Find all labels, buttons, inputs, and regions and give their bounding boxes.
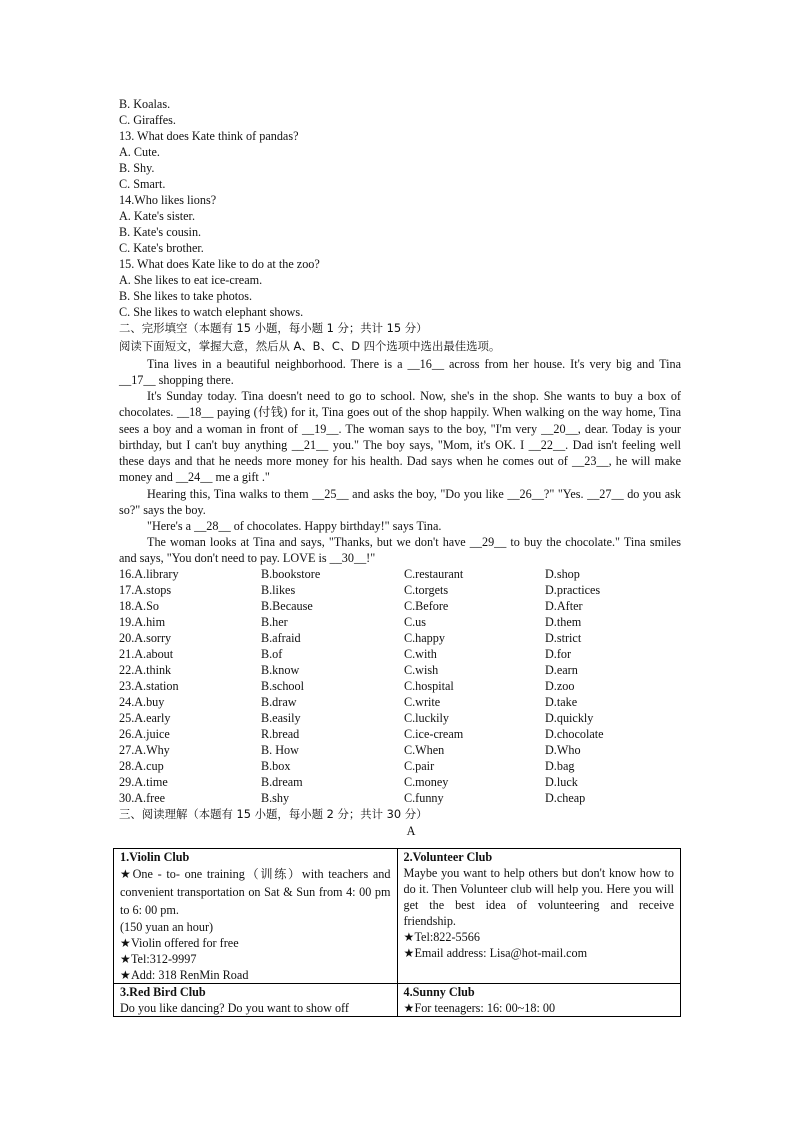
violin-club-title: 1.Violin Club [120,850,190,864]
q12-option-b: B. Koalas. [119,97,171,111]
option-18b: B.Because [261,598,313,613]
volunteer-club-title: 2.Volunteer Club [403,850,493,864]
option-22c: C.wish [404,662,439,677]
club-detail-text: Violin offered for free [130,936,239,950]
option-23a: 23.A.station [119,678,179,693]
option-21a: 21.A.about [119,646,174,661]
club-detail [404,945,675,961]
q13-option-c: C. Smart. [119,177,166,191]
option-26a: 26.A.juice [119,726,170,741]
option-26c: C.ice-cream [404,726,464,741]
option-30d: D.cheap [545,790,586,805]
option-20c: C.happy [404,630,445,645]
option-28c: C.pair [404,758,435,773]
q15-option-c: C. She likes to watch elephant shows. [119,305,304,319]
option-21d: D.for [545,646,572,661]
option-23d: D.zoo [545,678,575,693]
red-bird-club-title: 3.Red Bird Club [120,985,206,999]
exam-page [119,96,681,839]
cloze-passage [119,356,681,566]
star-icon [404,1001,415,1015]
q14-stem: 14.Who likes lions? [119,193,217,207]
club-detail-text: Tel:312-9997 [130,952,197,966]
option-30b: B.shy [261,790,290,805]
passage-letter: A [406,823,416,838]
section2-instruction: 阅读下面短文，掌握大意，然后从 A、B、C、D 四个选项中选出最佳选项。 [119,339,501,353]
q15-option-b: B. She likes to take photos. [119,289,253,303]
option-24a: 24.A.buy [119,694,165,709]
option-20b: B.afraid [261,630,301,645]
club-detail: Maybe you want to help others but don't know how to do it. Then Volunteer club will help you. Here you will get the best idea of volunteering and receive friendship. [403,866,674,928]
option-30c: C.funny [404,790,444,805]
option-23c: C.hospital [404,678,454,693]
option-29a: 29.A.time [119,774,168,789]
option-16c: C.restaurant [404,566,464,581]
option-19d: D.them [545,614,582,629]
club-detail-text: Tel:822-5566 [414,930,480,944]
star-icon [120,936,131,950]
q12-option-c: C. Giraffes. [119,113,176,127]
club-detail-text: Email address: Lisa@hot-mail.com [414,946,588,960]
star-icon [404,930,415,944]
cloze-paragraph: Tina lives in a beautiful neighborhood. There is a __16__ across from her house. It's very big and Tina __17__ shopping there. [119,357,681,387]
club-detail: (150 yuan an hour) [120,920,214,934]
club-detail [404,929,675,945]
option-27b: B. How [261,742,299,757]
violin-club-cell [114,849,398,984]
option-18d: D.After [545,598,583,613]
option-29b: B.dream [261,774,303,789]
option-17d: D.practices [545,582,601,597]
club-detail: Do you like dancing? Do you want to show off [120,1001,349,1015]
q13-option-a: A. Cute. [119,145,160,159]
option-17a: 17.A.stops [119,582,172,597]
option-19c: C.us [404,614,427,629]
star-icon [404,946,415,960]
option-28b: B.box [261,758,291,773]
sunny-club-title: 4.Sunny Club [403,985,475,999]
option-17c: C.torgets [404,582,449,597]
section2-heading: 二、完形填空（本题有 15 小题，每小题 1 分；共计 15 分） [119,321,428,335]
option-25d: D.quickly [545,710,594,725]
cloze-paragraph: Hearing this, Tina walks to them __25__ and asks the boy, "Do you like __26__?" "Yes. __27__ do you ask so?" says the boy. [119,486,681,517]
option-25c: C.luckily [404,710,450,725]
club-detail-text: For teenagers: 16: 00~18: 00 [414,1001,556,1015]
table-row [114,984,681,1017]
option-23b: B.school [261,678,304,693]
option-30a: 30.A.free [119,790,166,805]
option-22d: D.earn [545,662,578,677]
option-19b: B.her [261,614,288,629]
option-28d: D.bag [545,758,575,773]
option-29d: D.luck [545,774,578,789]
clubs-table [113,848,681,1017]
option-27d: D.Who [545,742,581,757]
option-29c: C.money [404,774,449,789]
q13-stem: 13. What does Kate think of pandas? [119,129,299,143]
cloze-paragraph: The woman looks at Tina and says, "Thanks, but we don't have __29__ to buy the chocolate." Tina smiles and says, "You don't need to pay. LOVE is __30__!" [119,534,681,565]
option-20d: D.strict [545,630,582,645]
table-row [114,849,681,984]
option-22a: 22.A.think [119,662,172,677]
club-detail [120,951,391,967]
section3-heading: 三、阅读理解（本题有 15 小题，每小题 2 分；共计 30 分） [119,806,428,821]
option-22b: B.know [261,662,300,677]
q14-option-b: B. Kate's cousin. [119,225,202,239]
option-27a: 27.A.Why [119,742,170,757]
option-18a: 18.A.So [119,598,159,613]
volunteer-club-cell [397,849,681,984]
club-detail-text: One - to- one training（训练）with teachers and convenient transportation on Sat & Sun from 4: 00 pm to 6: 00 pm. [120,867,391,917]
option-24b: B.draw [261,694,297,709]
sunny-club-cell [397,984,681,1017]
option-24c: C.write [404,694,441,709]
star-icon [120,968,131,982]
club-detail [120,967,391,983]
option-25b: B.easily [261,710,301,725]
option-28a: 28.A.cup [119,758,164,773]
option-20a: 20.A.sorry [119,630,172,645]
star-icon [120,867,133,881]
club-detail-text: Add: 318 RenMin Road [130,968,249,982]
cloze-paragraph: "Here's a __28__ of chocolates. Happy birthday!" says Tina. [147,518,442,533]
option-21b: B.of [261,646,283,661]
club-detail [120,865,391,919]
club-detail [120,935,391,951]
option-26b: R.bread [261,726,300,741]
cloze-options-grid [119,566,681,806]
option-21c: C.with [404,646,437,661]
option-27c: C.When [404,742,445,757]
option-24d: D.take [545,694,578,709]
red-bird-club-cell [114,984,398,1017]
q15-stem: 15. What does Kate like to do at the zoo? [119,257,320,271]
option-17b: B.likes [261,582,296,597]
q14-option-a: A. Kate's sister. [119,209,195,223]
option-19a: 19.A.him [119,614,166,629]
option-16a: 16.A.library [119,566,179,581]
q13-option-b: B. Shy. [119,161,155,175]
option-18c: C.Before [404,598,449,613]
option-26d: D.chocolate [545,726,604,741]
q14-option-c: C. Kate's brother. [119,241,204,255]
q15-option-a: A. She likes to eat ice-cream. [119,273,263,287]
cloze-paragraph: It's Sunday today. Tina doesn't need to go to school. Now, she's in the shop. She wants to buy a box of chocolates. __18__ paying (付钱) for it, Tina goes out of the shop happily. When walking on the way home, Tina sees a boy and a woman in front of __19__. The woman says to the boy, "I'm very __20__, dear. Today is your birthday, but I can't buy anything __21__ you." The boy says, "Mom, it's OK. I __22__. Dad isn't feeling well these days and that he needs more money for his health. Dad says when he comes out of __23__, he will make money and __24__ me a gift ." [119,389,681,485]
star-icon [120,952,131,966]
option-16b: B.bookstore [261,566,321,581]
option-16d: D.shop [545,566,580,581]
option-25a: 25.A.early [119,710,171,725]
club-detail [404,1000,675,1016]
